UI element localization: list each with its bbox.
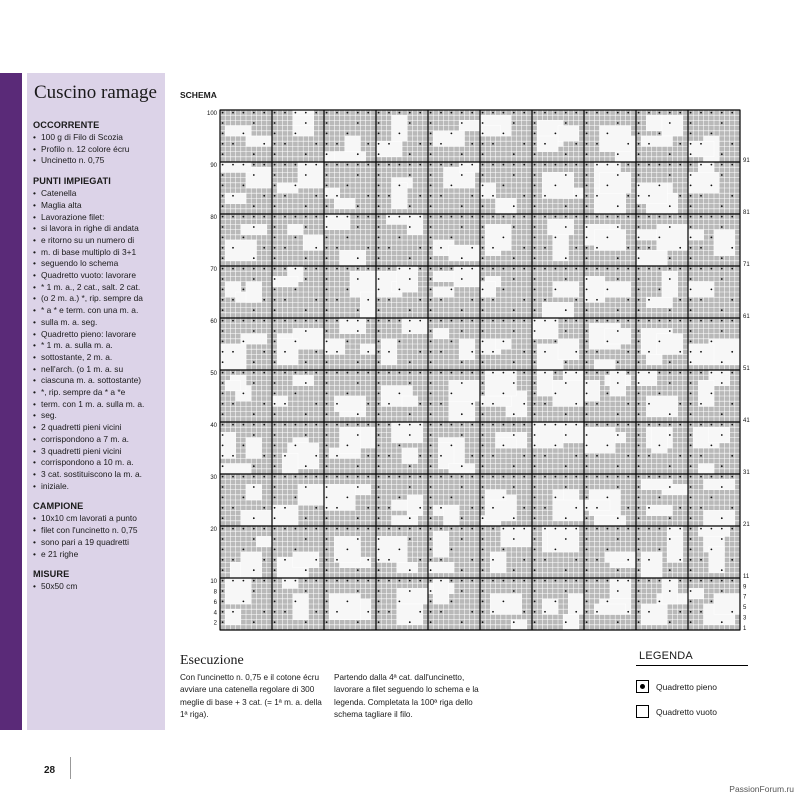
open-area (246, 438, 262, 459)
section-heading: OCCORRENTE (33, 120, 100, 130)
section-heading: PUNTI IMPIEGATI (33, 176, 111, 187)
open-area (600, 172, 631, 193)
row-label-left: 70 (210, 267, 217, 274)
list-item: • Maglia alta (33, 200, 159, 212)
execution-text-1: Con l'uncinetto n. 0,75 e il cotone écru avviare una catenella regolare di 300 meglie di base + 3 cat. (= 1ª m. a. della 1ª riga). (180, 673, 322, 720)
list-item: • 100 g di Filo di Scozia (33, 132, 159, 144)
open-area (340, 318, 366, 334)
list-item: • * 1 m. a., 2 cat., salt. 2 cat. (33, 282, 159, 294)
open-area (392, 516, 418, 526)
open-area (688, 282, 714, 298)
open-area (688, 344, 714, 365)
materials-sidebar (27, 73, 165, 730)
open-area (272, 396, 288, 406)
row-label-left: 40 (210, 423, 217, 430)
row-label-right: 71 (743, 261, 750, 268)
row-label-left: 60 (210, 319, 217, 326)
section-list (33, 581, 159, 593)
list-item: • seg. (33, 410, 159, 422)
row-label-right: 61 (743, 313, 750, 320)
open-area (636, 230, 657, 240)
open-area (688, 588, 704, 598)
open-area (485, 224, 511, 250)
open-area (548, 219, 574, 235)
open-area (433, 287, 454, 297)
page-divider (70, 757, 71, 779)
open-area (714, 230, 735, 256)
open-area (428, 562, 454, 572)
open-area (709, 427, 730, 443)
open-area (298, 162, 324, 188)
open-area (402, 318, 428, 334)
open-area (241, 224, 267, 234)
open-area (449, 245, 480, 261)
list-item: • sulla m. a. seg. (33, 317, 159, 329)
open-area (433, 578, 449, 604)
row-label-right: 3 (743, 615, 747, 622)
open-area (324, 188, 340, 198)
list-item: • m. di base multiplo di 3+1 (33, 247, 159, 259)
open-area (646, 115, 662, 131)
open-area (340, 427, 361, 453)
list-item: • si lavora in righe di andata (33, 223, 159, 235)
open-area (293, 594, 309, 620)
sidebar-sections (33, 120, 159, 593)
row-label-left: 100 (206, 111, 217, 118)
open-area (298, 484, 324, 505)
open-area (553, 500, 584, 521)
open-area (641, 552, 662, 578)
row-label-left: 90 (210, 163, 217, 170)
list-item: • 10x10 cm lavorati a punto (33, 513, 159, 525)
open-area (594, 604, 625, 614)
open-area (709, 547, 725, 573)
open-area (698, 464, 714, 474)
open-area (277, 183, 298, 193)
open-area (641, 604, 667, 625)
open-area (334, 152, 365, 162)
open-area (542, 172, 573, 198)
open-area (490, 594, 521, 615)
open-area (225, 126, 251, 136)
open-area (433, 328, 449, 338)
list-item: • 2 quadretti pieni vicini (33, 422, 159, 434)
legend-label-empty: Quadretto vuoto (656, 706, 717, 717)
open-area (584, 500, 610, 510)
list-item: • Catenella (33, 188, 159, 200)
row-label-right: 31 (743, 469, 750, 476)
watermark: PassionForum.ru (729, 784, 794, 794)
open-area (641, 136, 672, 146)
row-label-left: 50 (210, 371, 217, 378)
list-item: • e 21 righe (33, 549, 159, 561)
open-area (558, 126, 579, 142)
list-item: • 50x50 cm (33, 581, 159, 593)
row-label-right: 51 (743, 365, 750, 372)
list-item: • * a * e term. con una m. a. (33, 305, 159, 317)
open-area (646, 396, 677, 417)
open-area (558, 339, 579, 360)
list-item: • Quadretto vuoto: lavorare (33, 270, 159, 282)
section-list (33, 132, 159, 167)
list-item: • ciascuna m. a. sottostante) (33, 375, 159, 387)
open-area (553, 235, 569, 261)
list-item: • corrispondono a 10 m. a. (33, 457, 159, 469)
open-area (485, 370, 516, 396)
list-item: • e ritorno su un numero di (33, 235, 159, 247)
list-item: • 3 quadretti pieni vicini (33, 446, 159, 458)
open-area (553, 282, 579, 298)
open-area (444, 505, 460, 526)
open-area (459, 339, 475, 360)
row-label-left: 80 (210, 215, 217, 222)
open-area (485, 490, 506, 500)
open-area (241, 334, 267, 344)
row-label-right: 21 (743, 521, 750, 528)
list-item: • 3 cat. sostituiscono la m. a. (33, 469, 159, 481)
open-area (392, 422, 423, 443)
list-item: • Profilo n. 12 colore écru (33, 144, 159, 156)
open-area (397, 588, 428, 604)
list-item: • Quadretto pieno: lavorare (33, 329, 159, 341)
list-item: • (o 2 m. a.) *, rip. sempre da (33, 293, 159, 305)
open-area (548, 526, 579, 552)
list-item: • term. con 1 m. a. sulla m. a. (33, 399, 159, 411)
open-area (433, 531, 449, 557)
row-label-left: 10 (210, 579, 217, 586)
open-area (293, 552, 319, 568)
open-area (605, 552, 631, 562)
open-area (324, 484, 355, 510)
open-area (360, 344, 376, 354)
open-area (594, 516, 625, 526)
open-area (704, 510, 735, 526)
list-item: • sono pari a 19 quadretti (33, 537, 159, 549)
open-area (636, 183, 667, 204)
open-area (376, 536, 407, 562)
open-area (407, 495, 423, 516)
open-area (652, 427, 668, 453)
row-label-left: 6 (213, 599, 217, 606)
open-area (454, 266, 480, 287)
open-area (397, 562, 418, 572)
open-area (392, 183, 408, 209)
accent-bar (0, 73, 22, 730)
list-item: • sottostante, 2 m. a. (33, 352, 159, 364)
empty-square-icon (636, 705, 649, 718)
open-area (584, 427, 615, 453)
row-label-right: 7 (743, 594, 747, 601)
open-area (646, 505, 672, 515)
chart-grid (200, 104, 760, 634)
row-label-left: 8 (213, 589, 217, 596)
open-area (459, 162, 480, 172)
open-area (480, 396, 511, 406)
open-area (537, 370, 553, 396)
open-area (511, 620, 527, 630)
open-area (449, 464, 475, 474)
open-area (657, 334, 683, 355)
open-area (496, 438, 517, 448)
open-area (241, 552, 262, 578)
open-area (225, 240, 256, 261)
open-area (402, 448, 418, 464)
open-area (360, 292, 376, 318)
open-area (241, 510, 272, 526)
open-area (293, 115, 314, 125)
open-area (594, 360, 615, 370)
row-label-right: 5 (743, 605, 747, 612)
pattern-title: Cuscino ramage (34, 82, 157, 103)
row-label-right: 11 (743, 573, 750, 580)
row-label-right: 41 (743, 417, 750, 424)
list-item: • seguendo lo schema (33, 258, 159, 270)
open-area (657, 224, 688, 250)
open-area (662, 271, 678, 297)
list-item: • Uncinetto n. 0,75 (33, 155, 159, 167)
section-heading: CAMPIONE (33, 501, 84, 512)
execution-text-2: Partendo dalla 4ª cat. dall'uncinetto, lavorare a filet seguendo lo schema e la legenda. Completata la 100ª riga dello schema tagliare il filo. (334, 673, 479, 720)
open-area (662, 115, 683, 136)
open-area (600, 126, 631, 152)
open-area (480, 126, 501, 136)
row-label-left: 30 (210, 475, 217, 482)
open-area (392, 115, 408, 141)
open-area (225, 578, 251, 604)
open-area (246, 136, 272, 146)
open-area (293, 375, 314, 385)
open-area (704, 479, 735, 489)
open-area (459, 120, 480, 130)
open-area (402, 396, 418, 406)
open-area (397, 266, 418, 292)
open-area (334, 396, 365, 412)
open-area (646, 297, 672, 307)
open-area (288, 224, 304, 234)
open-area (220, 464, 251, 474)
row-label-right: 9 (743, 584, 747, 591)
open-area (688, 230, 704, 240)
row-label-right: 1 (743, 625, 747, 632)
list-item: • *, rip. sempre da * a *e (33, 387, 159, 399)
open-area (345, 136, 361, 152)
open-area (667, 536, 683, 562)
open-area (688, 172, 719, 193)
list-item: • filet con l'uncinetto n. 0,75 (33, 525, 159, 537)
row-label-left: 2 (213, 620, 217, 627)
legend (636, 650, 748, 730)
legend-title: LEGENDA (636, 650, 748, 666)
open-area (501, 526, 532, 547)
page-number: 28 (44, 765, 56, 776)
filled-square-icon (636, 680, 649, 693)
open-area (220, 162, 251, 172)
open-area (490, 552, 506, 573)
open-area (641, 479, 672, 489)
open-area (225, 380, 241, 390)
open-area (433, 131, 464, 147)
row-label-left: 4 (213, 610, 217, 617)
open-area (636, 250, 667, 266)
list-item: • Lavorazione filet: (33, 212, 159, 224)
open-area (449, 401, 475, 422)
open-area (303, 235, 324, 251)
list-item: • nell'arch. (o 1 m. a. su (33, 364, 159, 376)
open-area (449, 380, 480, 401)
list-item: • corrispondono a 7 m. a. (33, 434, 159, 446)
open-area (355, 484, 371, 494)
open-area (553, 380, 584, 406)
open-area (329, 594, 360, 620)
row-label-left: 20 (210, 527, 217, 534)
open-area (340, 250, 366, 266)
section-heading: MISURE (33, 569, 70, 580)
open-area (698, 526, 729, 536)
row-label-right: 81 (743, 209, 750, 216)
open-area (282, 578, 298, 588)
section-list (33, 513, 159, 560)
open-area (272, 276, 298, 286)
open-area (594, 230, 625, 251)
open-area (386, 214, 407, 224)
legend-label-filled: Quadretto pieno (656, 681, 717, 692)
row-label-right: 91 (743, 157, 750, 164)
legend-item-filled (636, 680, 748, 693)
execution-title: Esecuzione (180, 653, 244, 668)
open-area (277, 339, 298, 365)
open-area (532, 422, 563, 448)
schema-title: SCHEMA (180, 90, 217, 100)
open-area (542, 302, 573, 318)
open-area (246, 282, 262, 303)
legend-item-empty (636, 705, 748, 718)
open-area (537, 136, 558, 152)
open-area (256, 536, 272, 546)
open-area (334, 198, 355, 208)
list-item: • * 1 m. a. sulla m. a. (33, 340, 159, 352)
list-item: • iniziale. (33, 481, 159, 493)
section-list (33, 188, 159, 492)
open-area (392, 500, 408, 510)
open-area (714, 594, 740, 615)
open-area (225, 193, 246, 203)
open-area (220, 344, 246, 370)
